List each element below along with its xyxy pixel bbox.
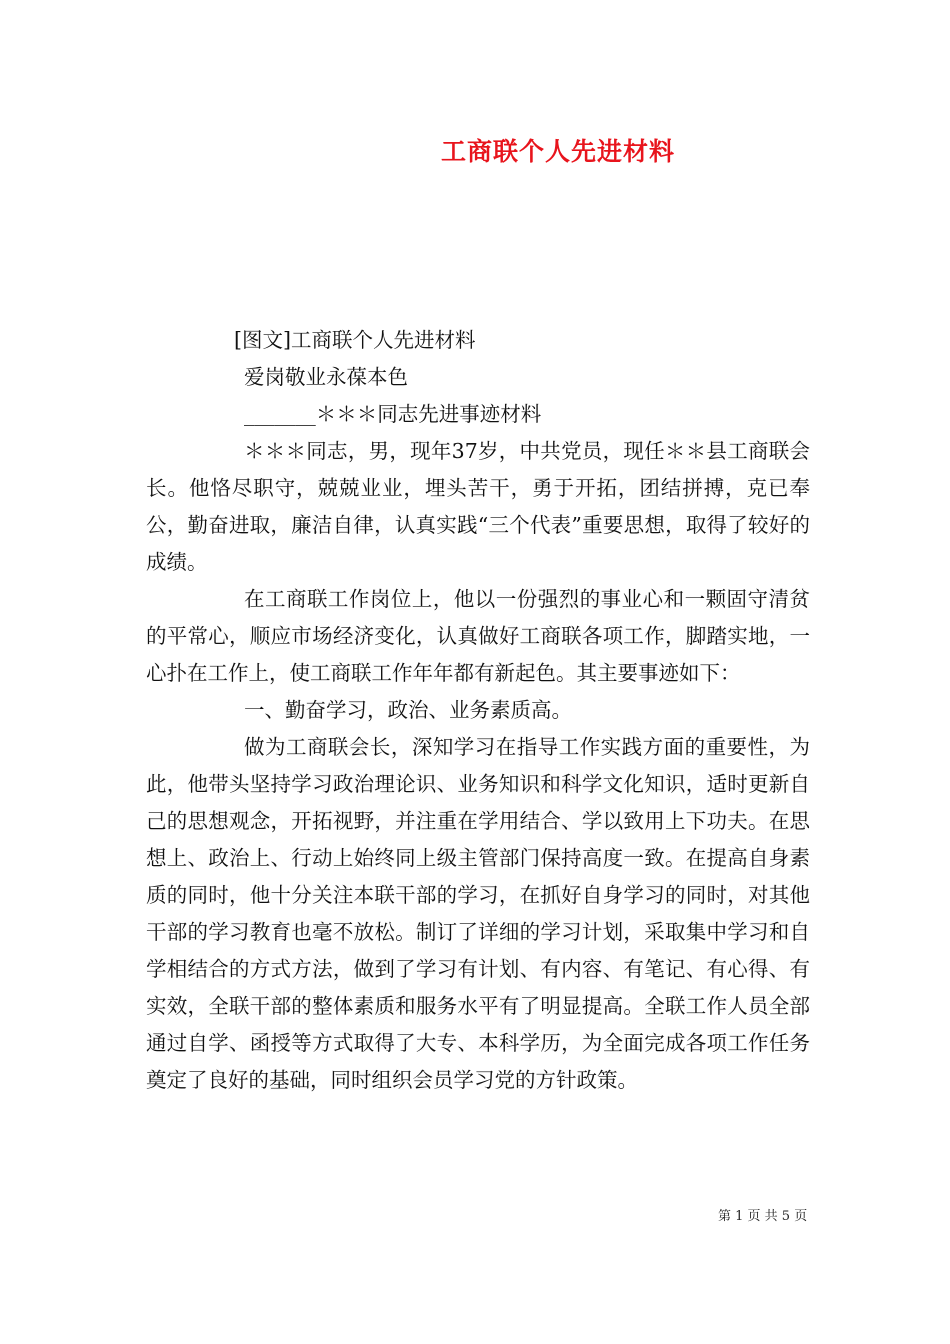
document-body [146,322,810,1099]
paragraph: 在工商联工作岗位上，他以一份强烈的事业心和一颗固守清贫的平常心，顺应市场经济变化，认真做好工商联各项工作，脚踏实地，一心扑在工作上，使工商联工作年年都有新起色。其主要事迹如下： [146,587,810,685]
document-subheading: _______＊＊＊同志先进事迹材料 [244,402,542,426]
paragraph: ＊＊＊同志，男，现年37岁，中共党员，现任＊＊县工商联会长。他恪尽职守，兢兢业业，埋头苦干，勇于开拓，团结拼搏，克已奉公，勤奋进取，廉洁自律，认真实践“三个代表”重要思想，取得了较好的成绩。 [146,439,810,574]
heading-line: [图文]工商联个人先进材料 [234,328,476,352]
page-number-footer: 第 1 页 共 5 页 [718,1209,808,1224]
document-subtitle: 爱岗敬业永葆本色 [244,365,408,389]
section-heading: 一、勤奋学习，政治、业务素质高。 [244,698,572,722]
paragraph: 做为工商联会长，深知学习在指导工作实践方面的重要性，为此，他带头坚持学习政治理论识、业务知识和科学文化知识，适时更新自己的思想观念，开拓视野，并注重在学用结合、学以致用上下功夫。在思想上、政治上、行动上始终同上级主管部门保持高度一致。在提高自身素质的同时，他十分关注本联干部的学习，在抓好自身学习的同时，对其他干部的学习教育也毫不放松。制订了详细的学习计划，采取集中学习和自学相结合的方式方法，做到了学习有计划、有内容、有笔记、有心得、有实效，全联干部的整体素质和服务水平有了明显提高。全联工作人员全部通过自学、函授等方式取得了大专、本科学历，为全面完成各项工作任务奠定了良好的基础，同时组织会员学习党的方针政策。 [146,735,810,1092]
document-title: 工商联个人先进材料 [440,137,675,166]
